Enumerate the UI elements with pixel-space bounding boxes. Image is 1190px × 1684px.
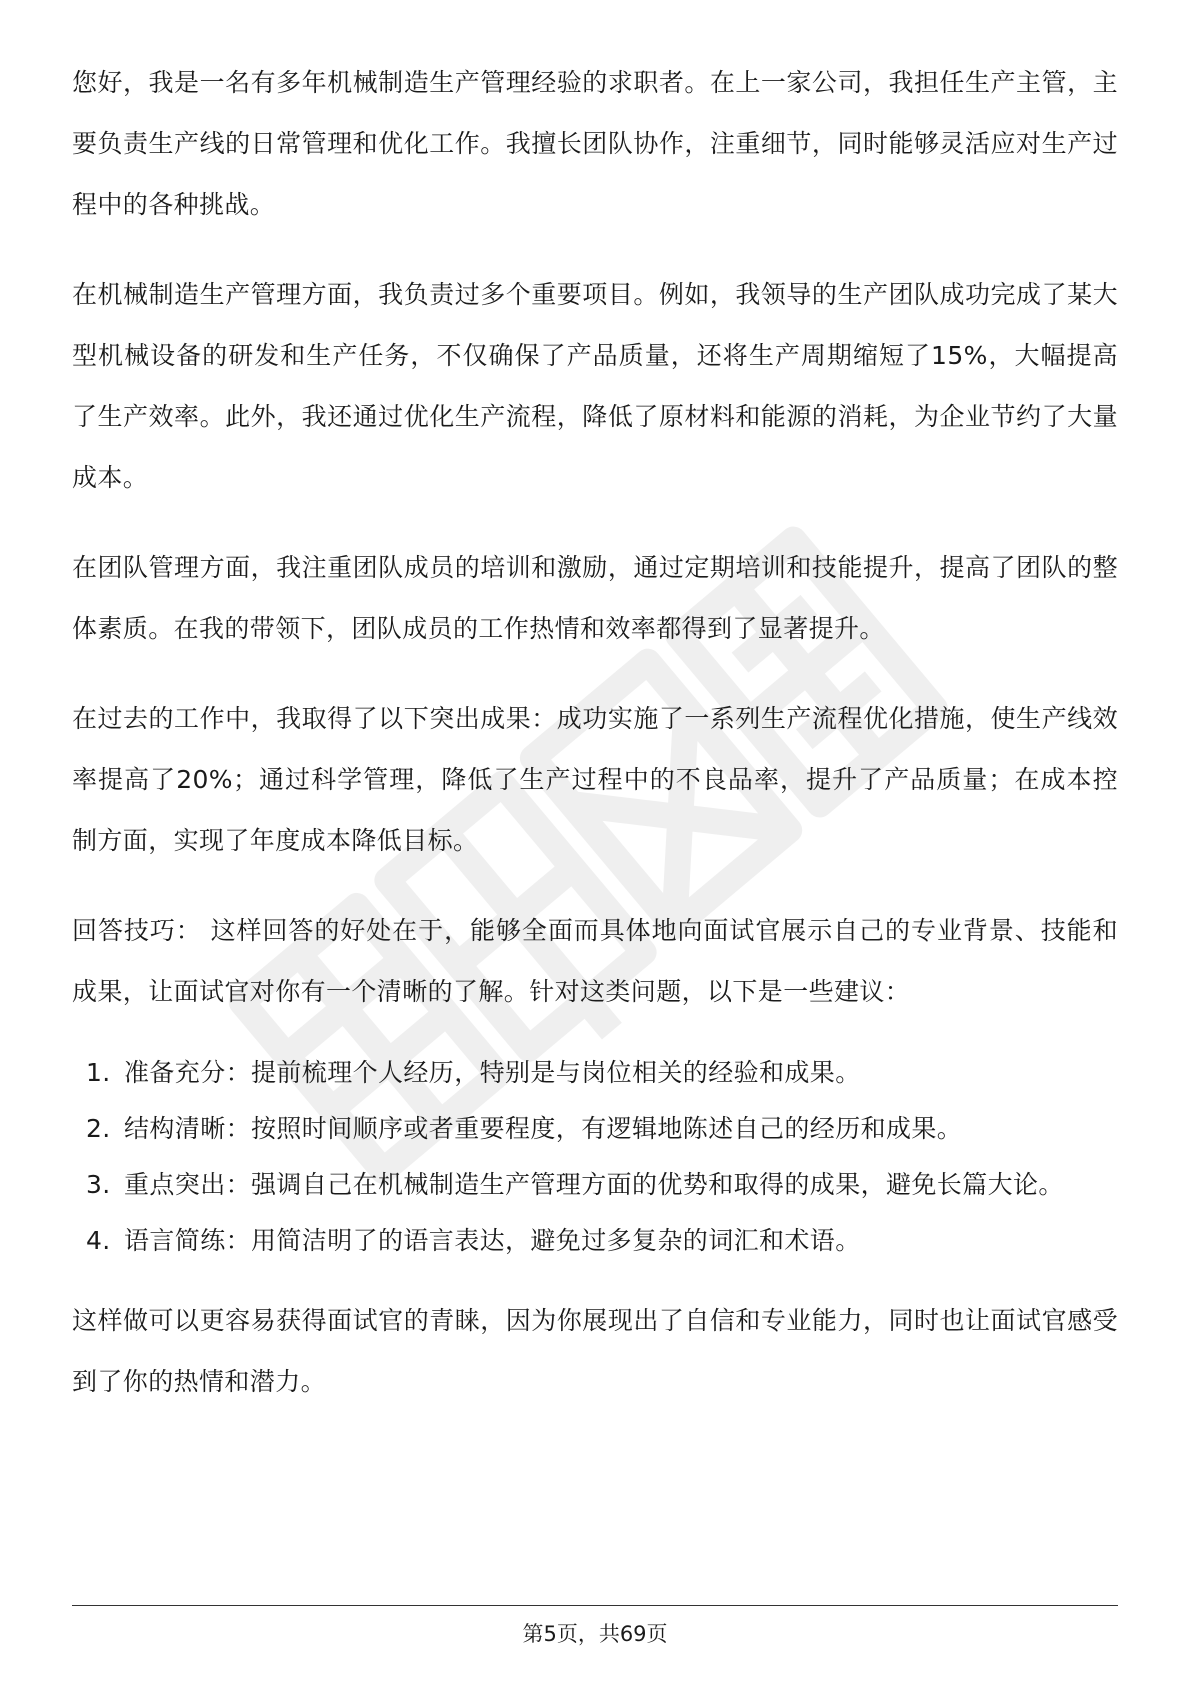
list-item (72, 1101, 1118, 1157)
paragraph-projects: 在机械制造生产管理方面，我负责过多个重要项目。例如，我领导的生产团队成功完成了某大型机械设备的研发和生产任务，不仅确保了产品质量，还将生产周期缩短了15%，大幅提高了生产效率。此外，我还通过优化生产流程，降低了原材料和能源的消耗，为企业节约了大量成本。 (72, 280, 1118, 492)
footer-divider (72, 1605, 1118, 1606)
list-item (72, 1045, 1118, 1101)
page-number: 第5页，共69页 (522, 1622, 668, 1646)
list-item-number: 1. (86, 1058, 111, 1087)
paragraph-closing: 这样做可以更容易获得面试官的青睐，因为你展现出了自信和专业能力，同时也让面试官感受到了你的热情和潜力。 (72, 1306, 1118, 1396)
list-item (72, 1213, 1118, 1269)
tips-list (72, 1045, 1118, 1269)
list-item-text: 准备充分：提前梳理个人经历，特别是与岗位相关的经验和成果。 (124, 1058, 861, 1087)
list-item-number: 2. (86, 1114, 111, 1143)
paragraph-achievements: 在过去的工作中，我取得了以下突出成果：成功实施了一系列生产流程优化措施，使生产线效率提高了20%；通过科学管理，降低了生产过程中的不良品率，提升了产品质量；在成本控制方面，实现了年度成本降低目标。 (72, 704, 1118, 855)
paragraph-team-management: 在团队管理方面，我注重团队成员的培训和激励，通过定期培训和技能提升，提高了团队的整体素质。在我的带领下，团队成员的工作热情和效率都得到了显著提升。 (72, 553, 1118, 643)
list-item-text: 重点突出：强调自己在机械制造生产管理方面的优势和取得的成果，避免长篇大论。 (124, 1170, 1064, 1199)
document-body (72, 52, 1118, 1441)
list-item-text: 结构清晰：按照时间顺序或者重要程度，有逻辑地陈述自己的经历和成果。 (124, 1114, 963, 1143)
list-item-text: 语言简练：用简洁明了的语言表达，避免过多复杂的词汇和术语。 (124, 1226, 861, 1255)
list-item (72, 1157, 1118, 1213)
paragraph-intro: 您好，我是一名有多年机械制造生产管理经验的求职者。在上一家公司，我担任生产主管，主要负责生产线的日常管理和优化工作。我擅长团队协作，注重细节，同时能够灵活应对生产过程中的各种挑战。 (72, 68, 1118, 219)
paragraph-answer-tips: 回答技巧： 这样回答的好处在于，能够全面而具体地向面试官展示自己的专业背景、技能和成果，让面试官对你有一个清晰的了解。针对这类问题，以下是一些建议： (72, 916, 1118, 1006)
list-item-number: 3. (86, 1170, 111, 1199)
list-item-number: 4. (86, 1226, 111, 1255)
